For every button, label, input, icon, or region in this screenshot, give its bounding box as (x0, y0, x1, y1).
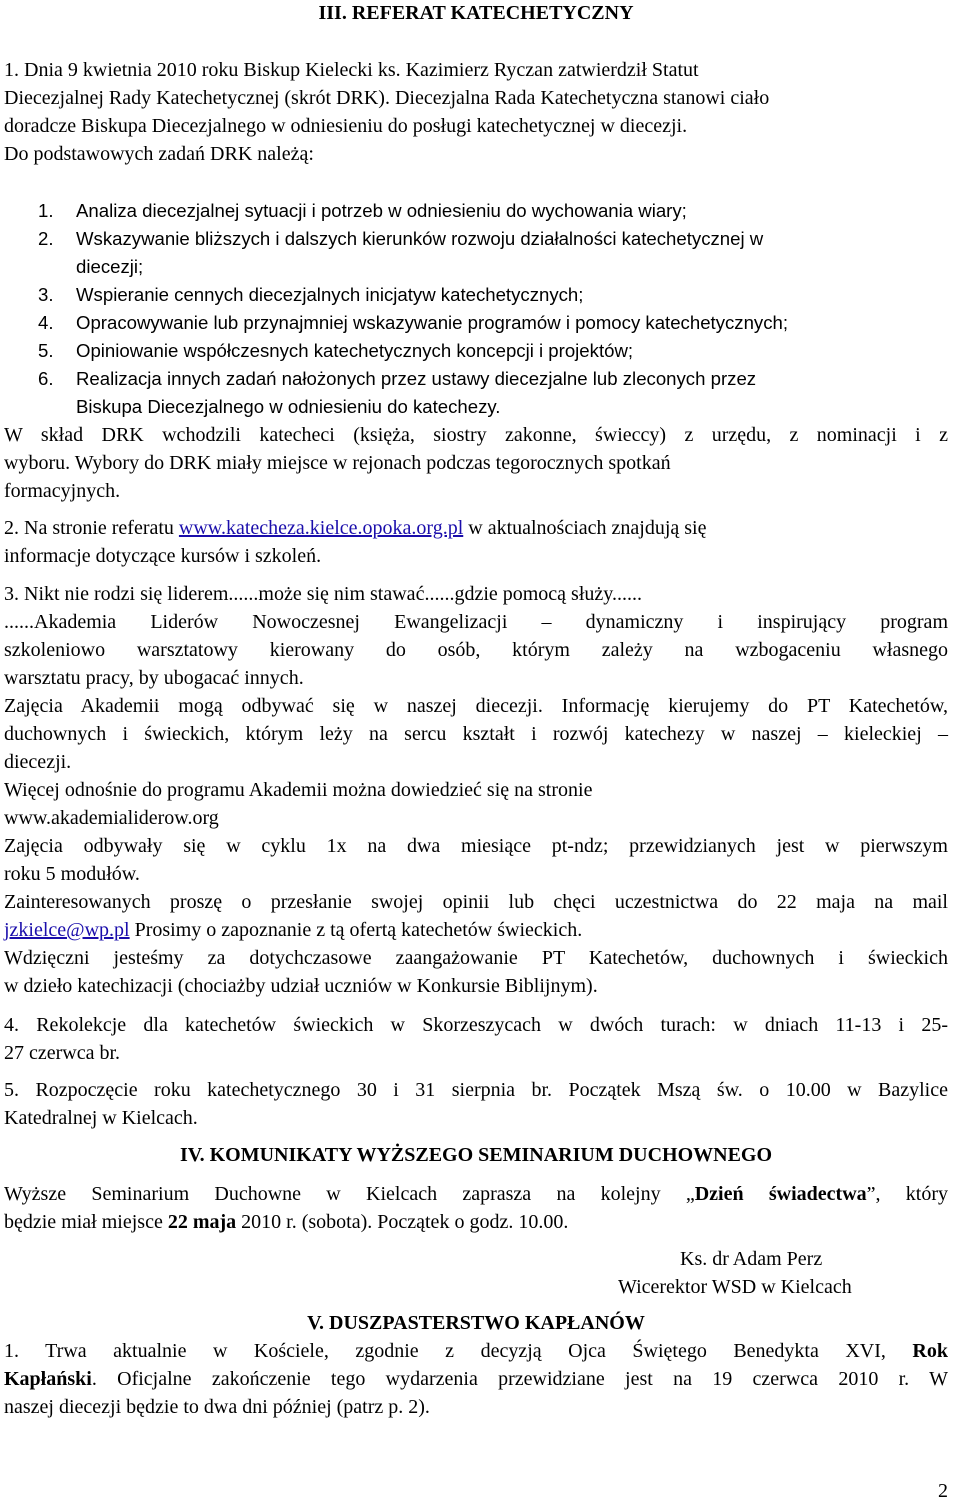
signature-name: Ks. dr Adam Perz (680, 1248, 823, 1270)
thanks-line-1: Wdzięczni jesteśmy za dotychczasowe zaangażowanie PT Katechetów, duchownych i świeckich (4, 947, 948, 969)
academy-line-3: szkoleniowo warsztatowy kierowany do osób, którym zależy na wzbogaceniu własnego (4, 639, 948, 661)
academy-line-2: ......Akademia Liderów Nowoczesnej Ewangelizacji – dynamiczny i inspirujący program (4, 611, 948, 633)
list-item-1: Analiza diecezjalnej sytuacji i potrzeb w odniesieniu do wychowania wiary; (76, 200, 687, 221)
list-number-1: 1. (38, 200, 54, 221)
drk-composition-line-3: formacyjnych. (4, 480, 121, 502)
academy-line-6: duchownych i świeckich, którym leży na sercu kształt i rozwój katechezy w naszej – kieleckiej – (4, 723, 948, 745)
page-number: 2 (938, 1480, 948, 1502)
list-item-6-line-1: Realizacja innych zadań nałożonych przez ustawy diecezjalne lub zleconych przez (76, 368, 757, 389)
academy-line-12: Zainteresowanych proszę o przesłanie swojej opinii lub chęci uczestnictwa do 22 maja na mail (4, 891, 948, 913)
mail-line: jzkielce@wp.pl Prosimy o zapoznanie z tą ofertą katechetów świeckich. (4, 919, 583, 941)
website-line-1: 2. Na stronie referatu www.katecheza.kielce.opoka.org.pl w aktualnościach znajdują się (4, 517, 707, 539)
list-number-6: 6. (38, 368, 54, 389)
priest-year-bold-2: Kapłański (4, 1368, 92, 1390)
section-5-title: V. DUSZPASTERSTWO KAPŁANÓW (307, 1312, 645, 1334)
academy-line-7: diecezji. (4, 751, 72, 773)
email-link[interactable]: jzkielce@wp.pl (4, 919, 130, 941)
priest-year-bold-1: Rok (912, 1340, 948, 1362)
drk-composition-line-1: W skład DRK wchodzili katecheci (księża, siostry zakonne, świeccy) z urzędu, z nominacji i z (4, 424, 948, 446)
thanks-line-2: w dzieło katechizacji (chociażby udział uczniów w Konkursie Biblijnym). (4, 975, 598, 997)
academy-line-5: Zajęcia Akademii mogą odbywać się w naszej diecezji. Informację kierujemy do PT Katechetów, (4, 695, 948, 717)
seminary-line-1: Wyższe Seminarium Duchowne w Kielcach zaprasza na kolejny „Dzień świadectwa”, który (4, 1183, 949, 1205)
section-4-title: IV. KOMUNIKATY WYŻSZEGO SEMINARIUM DUCHOWNEGO (179, 1144, 773, 1166)
academy-url: www.akademialiderow.org (4, 807, 219, 829)
seminary-line-2: będzie miał miejsce 22 maja 2010 r. (sobota). Początek o godz. 10.00. (4, 1211, 569, 1233)
academy-line-11: roku 5 modułów. (4, 863, 140, 885)
intro-line-3: doradcze Biskupa Diecezjalnego w odniesieniu do posługi katechetycznej w diecezji. (4, 115, 688, 137)
list-item-5: Opiniowanie współczesnych katechetycznych koncepcji i projektów; (76, 340, 634, 361)
list-number-5: 5. (38, 340, 54, 361)
drk-composition-line-2: wyboru. Wybory do DRK miały miejsce w rejonach podczas tegorocznych spotkań (4, 452, 671, 474)
intro-line-2: Diecezjalnej Rady Katechetycznej (skrót DRK). Diecezjalna Rada Katechetyczna stanowi ciało (4, 87, 770, 109)
retreat-line-1: 4. Rekolekcje dla katechetów świeckich w Skorzeszycach w dwóch turach: w dniach 11-13 i 25- (4, 1014, 948, 1036)
event-date: 22 maja (167, 1211, 237, 1233)
section-3-title: III. REFERAT KATECHETYCZNY (318, 2, 634, 24)
list-number-2: 2. (38, 228, 54, 249)
priests-line-2: Kapłański. Oficjalne zakończenie tego wydarzenia przewidziane jest na 19 czerwca 2010 r. W (4, 1368, 948, 1390)
intro-line-4: Do podstawowych zadań DRK należą: (4, 143, 314, 165)
list-number-4: 4. (38, 312, 54, 333)
priests-line-1: 1. Trwa aktualnie w Kościele, zgodnie z decyzją Ojca Świętego Benedykta XVI, Rok (4, 1340, 948, 1362)
intro-line-1: 1. Dnia 9 kwietnia 2010 roku Biskup Kielecki ks. Kazimierz Ryczan zatwierdził Statut (4, 59, 699, 81)
priests-line-3: naszej diecezji będzie to dwa dni później (patrz p. 2). (4, 1396, 430, 1418)
academy-line-10: Zajęcia odbywały się w cyklu 1x na dwa miesiące pt-ndz; przewidzianych jest w pierwszym (4, 835, 948, 857)
katecheza-website-link[interactable]: www.katecheza.kielce.opoka.org.pl (178, 517, 464, 539)
academy-line-1: 3. Nikt nie rodzi się liderem......może się nim stawać......gdzie pomocą służy...... (4, 583, 642, 605)
list-item-2-line-1: Wskazywanie bliższych i dalszych kierunków rozwoju działalności katechetycznej w (76, 228, 764, 249)
list-item-4: Opracowywanie lub przynajmniej wskazywanie programów i pomocy katechetycznych; (76, 312, 789, 333)
list-item-3: Wspieranie cennych diecezjalnych inicjatyw katechetycznych; (76, 284, 584, 305)
list-item-2-line-2: diecezji; (76, 256, 144, 277)
signature-title: Wicerektor WSD w Kielcach (618, 1276, 852, 1298)
list-item-6-line-2: Biskupa Diecezjalnego w odniesieniu do katechezy. (76, 396, 501, 417)
list-number-3: 3. (38, 284, 54, 305)
retreat-line-2: 27 czerwca br. (4, 1042, 121, 1064)
academy-line-4: warsztatu pracy, by ubogacać innych. (4, 667, 304, 689)
academy-line-8: Więcej odnośnie do programu Akademii można dowiedzieć się na stronie (4, 779, 593, 801)
year-start-line-1: 5. Rozpoczęcie roku katechetycznego 30 i 31 sierpnia br. Początek Mszą św. o 10.00 w Bazylice (4, 1079, 948, 1101)
website-line-2: informacje dotyczące kursów i szkoleń. (4, 545, 322, 567)
event-name: Dzień świadectwa (694, 1183, 867, 1205)
year-start-line-2: Katedralnej w Kielcach. (4, 1107, 198, 1129)
